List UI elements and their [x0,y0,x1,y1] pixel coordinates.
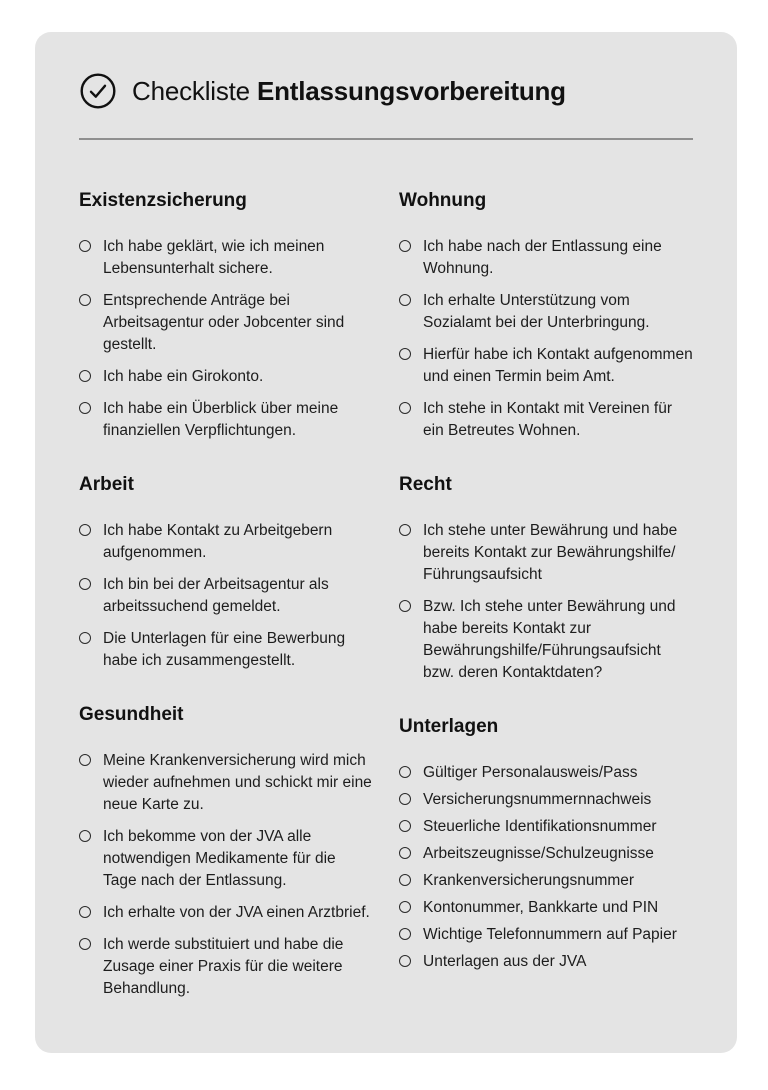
checklist-item-label: Meine Krankenversicherung wird mich wieder aufnehmen und schickt mir eine neue Karte zu. [103,752,372,813]
checklist-item [79,826,373,892]
checkbox-circle-icon[interactable] [399,402,411,414]
checkbox-circle-icon[interactable] [79,402,91,414]
checkbox-circle-icon[interactable] [399,294,411,306]
checklist-item-label: Steuerliche Identifikationsnummer [423,818,657,835]
checklist-item-label: Ich habe ein Überblick über meine finanziellen Verpflichtungen. [103,400,339,439]
checklist-item-label: Ich bekomme von der JVA alle notwendigen Medikamente für die Tage nach der Entlassung. [103,828,336,889]
checkbox-circle-icon[interactable] [399,901,411,913]
checklist-item [79,628,373,672]
checklist-item [399,870,693,892]
checklist-item-label: Ich erhalte Unterstützung vom Sozialamt bei der Unterbringung. [423,292,650,331]
section-heading: Gesundheit [79,704,184,725]
checkbox-circle-icon[interactable] [79,294,91,306]
section-heading: Wohnung [399,190,487,211]
page-title-bold: Entlassungsvorbereitung [256,75,566,106]
checklist-item [79,750,373,816]
checklist-item [79,902,373,924]
checklist-item-label: Ich habe geklärt, wie ich meinen Lebensunterhalt sichere. [103,238,325,277]
checklist-item-label: Bzw. Ich stehe unter Bewährung und habe bereits Kontakt zur Bewährungshilfe/Führungsaufsicht bzw. deren Kontaktdaten? [423,598,676,681]
checkbox-circle-icon[interactable] [79,830,91,842]
header [79,72,693,110]
section-heading: Existenzsicherung [79,190,247,211]
checklist-item-label: Gültiger Personalausweis/Pass [423,764,638,781]
checkbox-circle-icon[interactable] [399,955,411,967]
checkbox-circle-icon[interactable] [79,370,91,382]
checklist-item [79,290,373,356]
checkbox-circle-icon[interactable] [79,906,91,918]
checklist-item-label: Ich habe Kontakt zu Arbeitgebern aufgenommen. [103,522,333,561]
checkbox-circle-icon[interactable] [399,348,411,360]
checkbox-circle-icon[interactable] [79,240,91,252]
section-heading: Unterlagen [399,716,499,737]
checkbox-circle-icon[interactable] [79,632,91,644]
checkbox-circle-icon[interactable] [79,938,91,950]
page-title [132,76,566,107]
section-wohnung [399,190,693,442]
checklist-item-label: Ich stehe unter Bewährung und habe bereits Kontakt zur Bewährungshilfe/ Führungsaufsicht [423,522,678,583]
section-heading: Arbeit [79,474,134,495]
checklist-item [79,236,373,280]
checklist-item-label: Hierfür habe ich Kontakt aufgenommen und einen Termin beim Amt. [423,346,693,385]
section-arbeit [79,474,373,672]
checkbox-circle-icon[interactable] [399,847,411,859]
checklist-item-label: Ich habe ein Girokonto. [103,368,264,385]
checklist-item-label: Wichtige Telefonnummern auf Papier [423,926,677,943]
checklist-item [399,344,693,388]
checklist-item [399,596,693,684]
checklist-card [35,32,737,1053]
divider [79,138,693,140]
checklist-item-label: Ich bin bei der Arbeitsagentur als arbeitssuchend gemeldet. [103,576,329,615]
section-heading: Recht [399,474,452,495]
section-gesundheit [79,704,373,1000]
checklist-item [79,574,373,618]
section-existenzsicherung [79,190,373,442]
section-unterlagen [399,716,693,973]
checklist-item [399,236,693,280]
checklist-item [79,934,373,1000]
checklist-item [79,398,373,442]
checkbox-circle-icon[interactable] [399,240,411,252]
checklist-item [399,520,693,586]
checklist-item-label: Die Unterlagen für eine Bewerbung habe ich zusammengestellt. [103,630,346,669]
checkbox-circle-icon[interactable] [79,524,91,536]
checklist-item [79,520,373,564]
checkbox-circle-icon[interactable] [399,524,411,536]
checklist-item-label: Unterlagen aus der JVA [423,953,587,970]
checklist-item-label: Ich werde substituiert und habe die Zusage einer Praxis für die weitere Behandlung. [103,936,344,997]
column-2 [399,190,693,1010]
checklist-item [399,951,693,973]
checklist-item-label: Ich habe nach der Entlassung eine Wohnung. [423,238,662,277]
checklist-item-label: Arbeitszeugnisse/Schulzeugnisse [423,845,654,862]
checklist-item [399,816,693,838]
section-recht [399,474,693,684]
checklist-item [399,290,693,334]
checkbox-circle-icon[interactable] [399,874,411,886]
checklist-item-label: Versicherungsnummernnachweis [423,791,652,808]
checklist-item [399,924,693,946]
checklist-item [399,843,693,865]
checkbox-circle-icon[interactable] [399,928,411,940]
checklist-item-label: Kontonummer, Bankkarte und PIN [423,899,659,916]
checklist-item [399,789,693,811]
checklist-item-label: Ich erhalte von der JVA einen Arztbrief. [103,904,370,921]
checkbox-circle-icon[interactable] [399,600,411,612]
checklist-item [79,366,373,388]
checklist-item [399,398,693,442]
checkbox-circle-icon[interactable] [79,754,91,766]
check-circle-icon [79,72,117,110]
checklist-columns [79,190,693,1010]
checklist-item-label: Krankenversicherungsnummer [423,872,635,889]
checkbox-circle-icon[interactable] [399,766,411,778]
checkbox-circle-icon[interactable] [399,793,411,805]
column-1 [79,190,373,1010]
checklist-item-label: Entsprechende Anträge bei Arbeitsagentur oder Jobcenter sind gestellt. [103,292,345,353]
checkbox-circle-icon[interactable] [79,578,91,590]
checklist-item [399,762,693,784]
checklist-item [399,897,693,919]
checklist-item-label: Ich stehe in Kontakt mit Vereinen für ein Betreutes Wohnen. [423,400,672,439]
checkbox-circle-icon[interactable] [399,820,411,832]
page-title-regular: Checkliste [132,75,250,106]
